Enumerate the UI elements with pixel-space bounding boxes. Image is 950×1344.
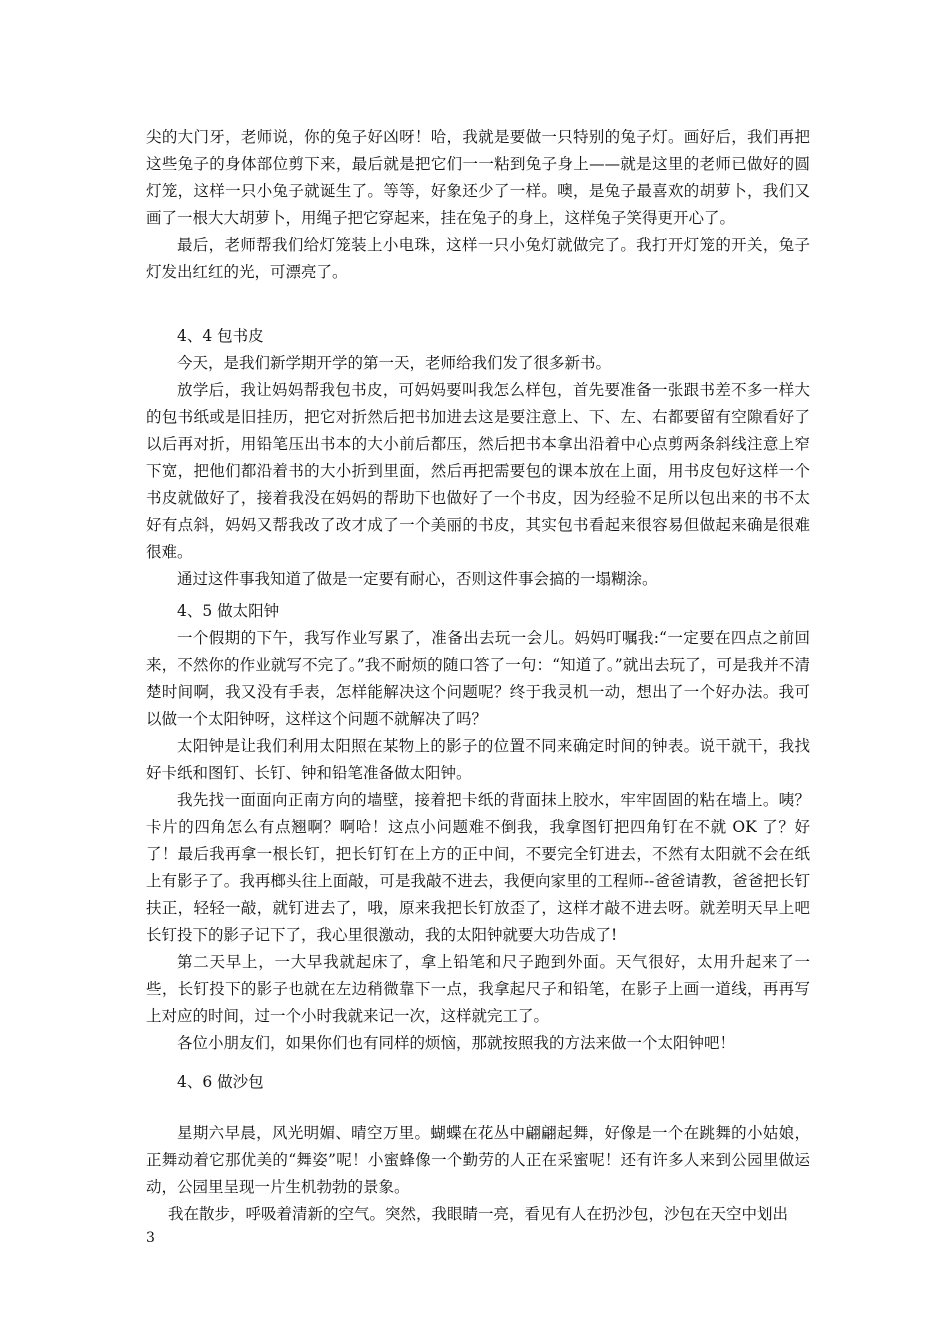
section-sundial	[146, 598, 810, 1057]
paragraph: 星期六早晨，风光明媚、晴空万里。蝴蝶在花丛中翩翩起舞，好像是一个在跳舞的小姑娘，正舞动着它那优美的“舞姿”呢！小蜜蜂像一个勤劳的人正在采蜜呢！还有许多人来到公园里做运动，公园里呈现一片生机勃勃的景象。	[146, 1124, 810, 1196]
page-number: 3	[146, 1230, 155, 1246]
paragraph: 通过这件事我知道了做是一定要有耐心，否则这件事会搞的一塌糊涂。	[177, 570, 658, 588]
paragraph: 第二天早上，一大早我就起床了，拿上铅笔和尺子跑到外面。天气很好，太用升起来了一些，长钉投下的影子也就在左边稍微靠下一点，我拿起尺子和铅笔，在影子上画一道线，再再写上对应的时间，过一个小时我就来记一次，这样就完工了。	[146, 953, 810, 1025]
section-rabbit-lantern-continued	[146, 124, 810, 286]
paragraph: 最后，老师帮我们给灯笼装上小电珠，这样一只小兔灯就做完了。我打开灯笼的开关，兔子灯发出红红的光，可漂亮了。	[146, 236, 810, 281]
section-heading: 4、6 做沙包	[177, 1073, 264, 1091]
section-sandbag	[146, 1069, 810, 1096]
paragraph: 一个假期的下午，我写作业写累了，准备出去玩一会儿。妈妈叮嘱我:“一定要在四点之前回来，不然你的作业就写不完了。”我不耐烦的随口答了一句：“知道了。”就出去玩了，可是我并不清楚时间啊，我又没有手表，怎样能解决这个问题呢？终于我灵机一动，想出了一个好办法。我可以做一个太阳钟呀，这样这个问题不就解决了吗？	[146, 629, 810, 728]
paragraph: 太阳钟是让我们利用太阳照在某物上的影子的位置不同来确定时间的钟表。说干就干，我找好卡纸和图钉、长钉、钟和铅笔准备做太阳钟。	[146, 737, 810, 782]
paragraph: 各位小朋友们，如果你们也有同样的烦恼，那就按照我的方法来做一个太阳钟吧！	[177, 1034, 736, 1052]
paragraph: 我先找一面面向正南方向的墙壁，接着把卡纸的背面抹上胶水，牢牢固固的粘在墙上。咦？卡片的四角怎么有点翘啊？啊哈！这点小问题难不倒我，我拿图钉把四角钉在不就 OK 了？好了！最后我再拿一根长钉，把长钉钉在上方的正中间，不要完全钉进去，不然有太阳就不会在纸上有影子了。我再榔头往上面敲，可是我敲不进去，我便向家里的工程师--爸爸请教，爸爸把长钉扶正，轻轻一敲，就钉进去了，哦，原来我把长钉放歪了，这样才敲不进去呀。就差明天早上吧长钉投下的影子记下了，我心里很激动，我的太阳钟就要大功告成了!	[146, 791, 810, 944]
section-heading: 4、5 做太阳钟	[177, 602, 280, 620]
paragraph: 我在散步，呼吸着清新的空气。突然，我眼睛一亮，看见有人在扔沙包，沙包在天空中划出	[168, 1205, 789, 1223]
section-book-cover	[146, 323, 810, 593]
section-heading: 4、4 包书皮	[177, 327, 264, 345]
paragraph: 尖的大门牙，老师说，你的兔子好凶呀！哈，我就是要做一只特别的兔子灯。画好后，我们再把这些兔子的身体部位剪下来，最后就是把它们一一粘到兔子身上——就是这里的老师已做好的圆灯笼，这样一只小兔子就诞生了。等等，好象还少了一样。噢，是兔子最喜欢的胡萝卜，我们又画了一根大大胡萝卜，用绳子把它穿起来，挂在兔子的身上，这样兔子笑得更开心了。	[146, 128, 810, 227]
paragraph: 今天，是我们新学期开学的第一天，老师给我们发了很多新书。	[177, 354, 612, 372]
paragraph: 放学后，我让妈妈帮我包书皮，可妈妈要叫我怎么样包，首先要准备一张跟书差不多一样大的包书纸或是旧挂历，把它对折然后把书加进去这是要注意上、下、左、右都要留有空隙看好了以后再对折，用铅笔压出书本的大小前后都压，然后把书本拿出沿着中心点剪两条斜线注意上窄下宽，把他们都沿着书的大小折到里面，然后再把需要包的课本放在上面，用书皮包好这样一个书皮就做好了，接着我没在妈妈的帮助下也做好了一个书皮，因为经验不足所以包出来的书不太好有点斜，妈妈又帮我改了改才成了一个美丽的书皮，其实包书看起来很容易但做起来确是很难很难。	[146, 381, 810, 561]
section-sandbag-body	[146, 1120, 810, 1228]
